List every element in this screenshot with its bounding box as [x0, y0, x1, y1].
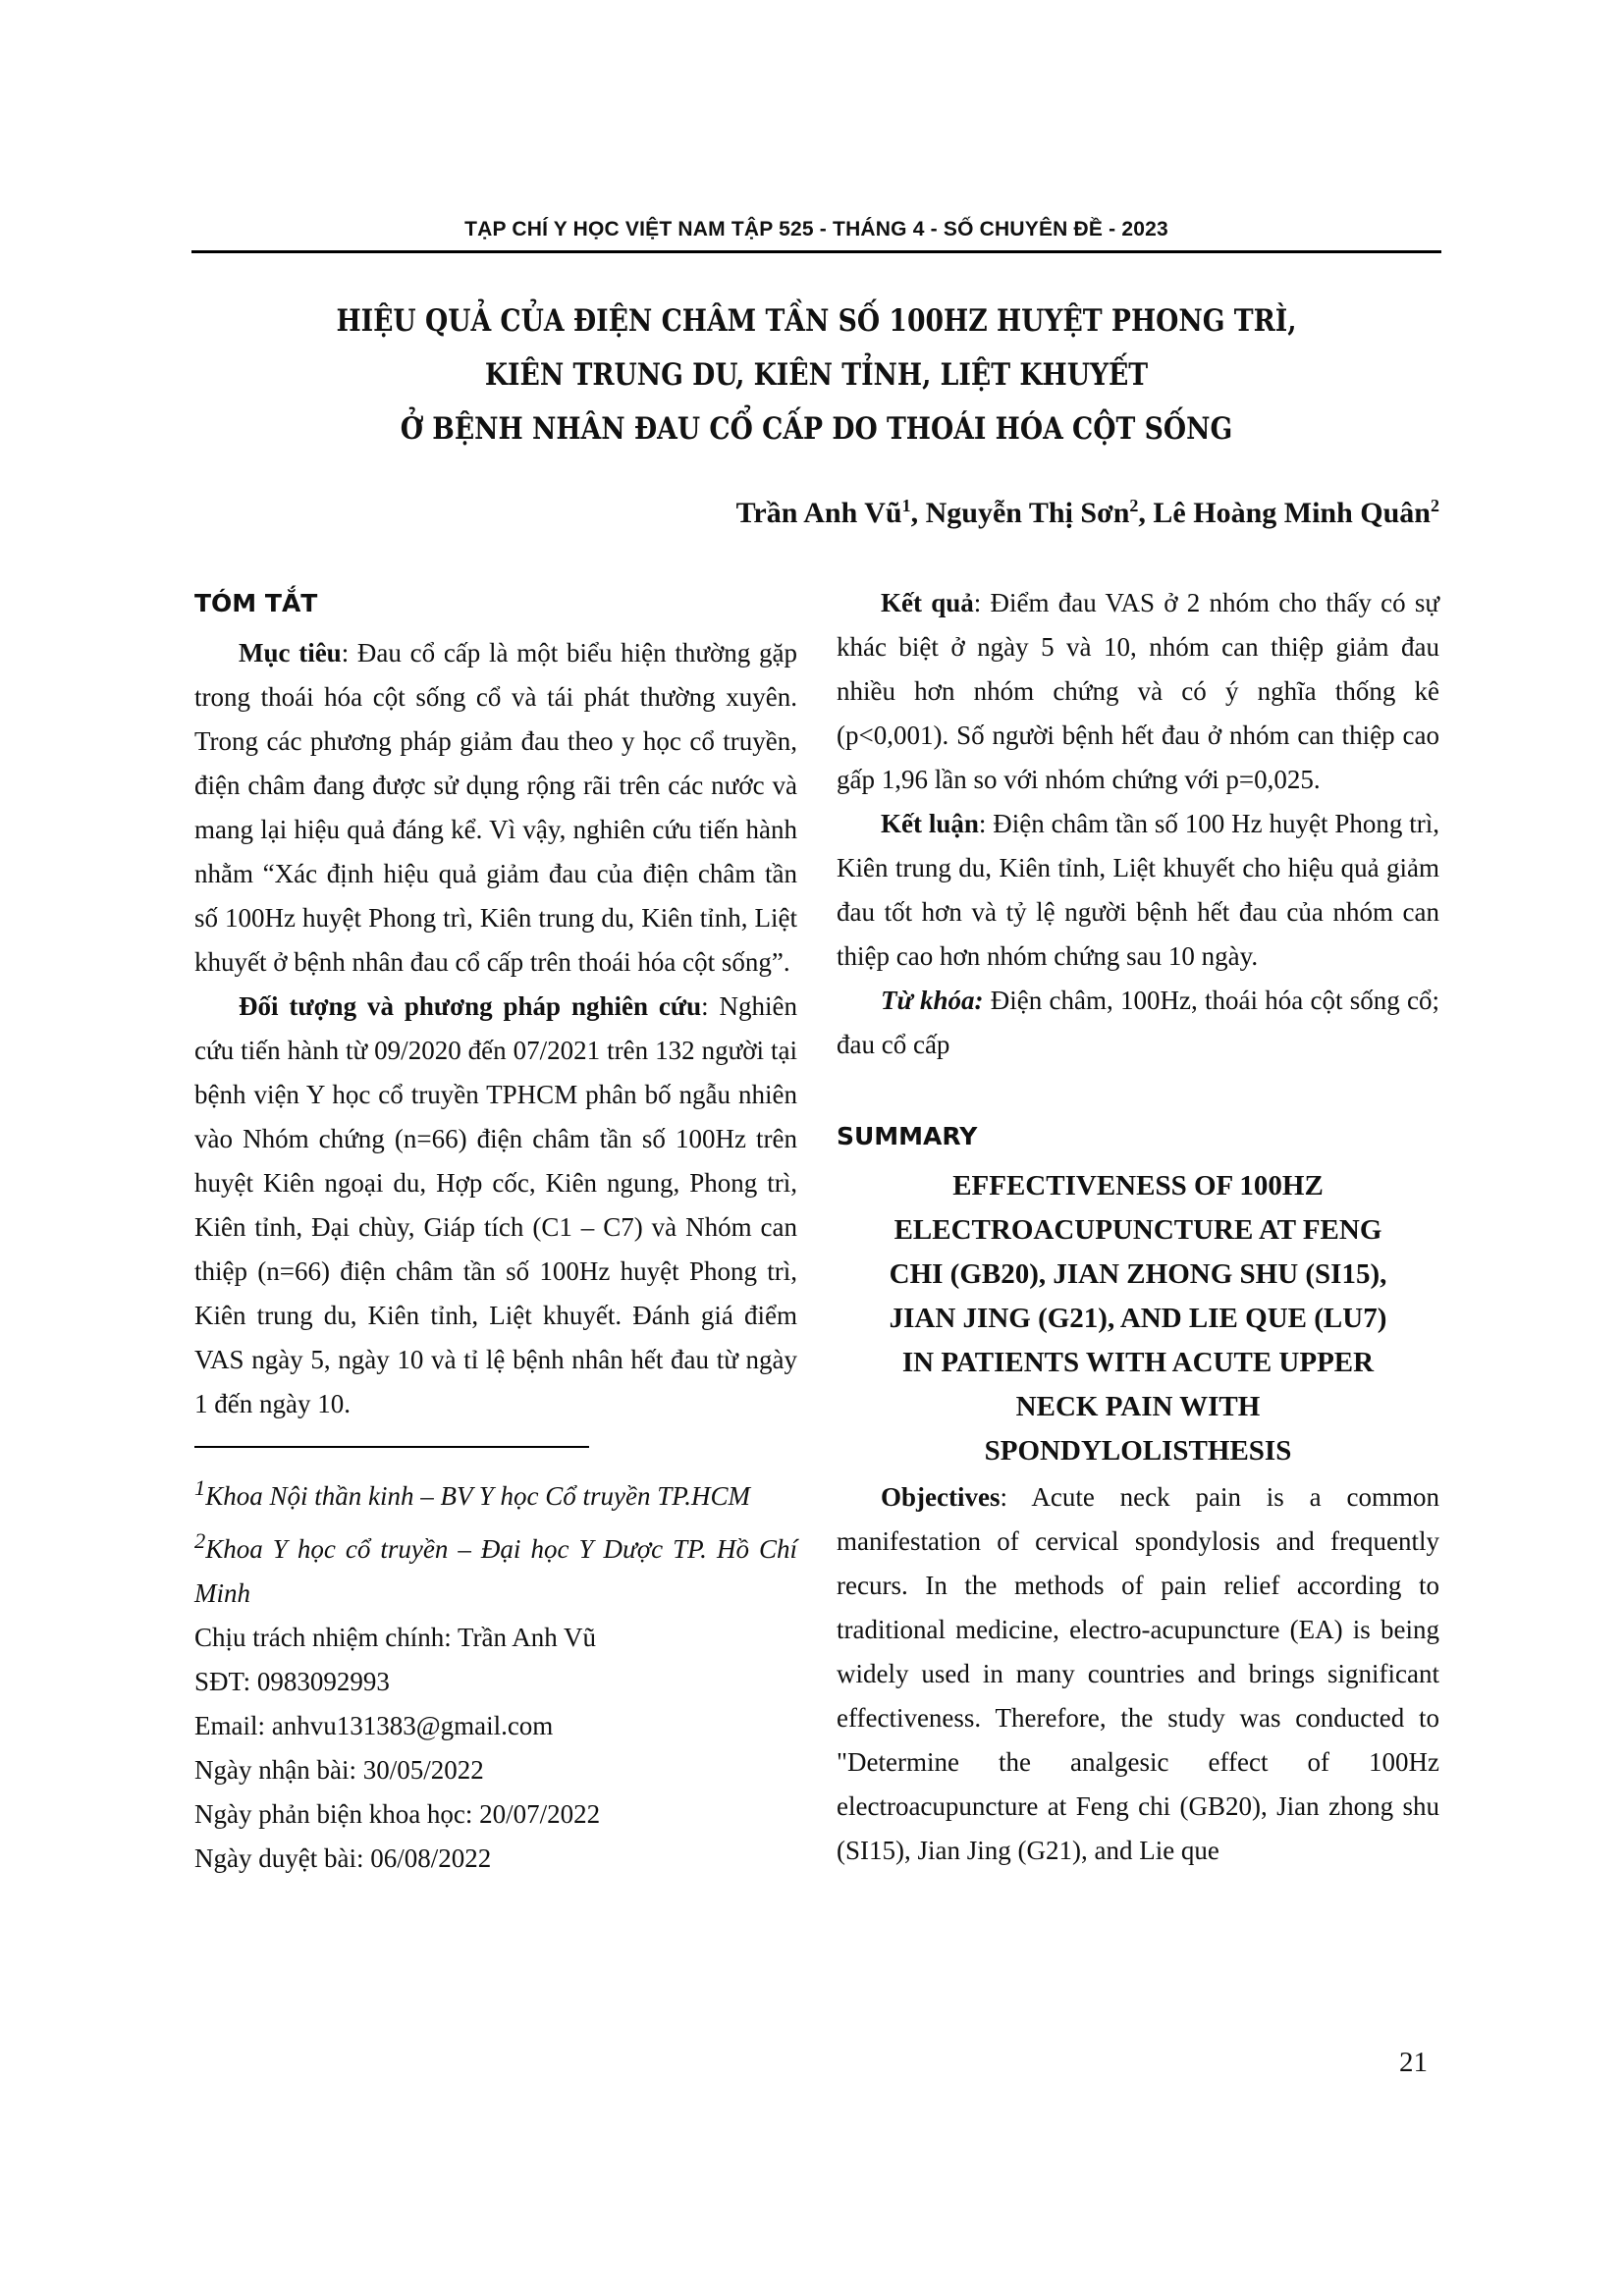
summary-title-line: NECK PAIN WITH [1015, 1391, 1261, 1422]
abstract-objective [194, 631, 797, 985]
left-column [194, 581, 797, 1881]
separator: , [1138, 497, 1154, 529]
objectives-label: Objectives [881, 1482, 1001, 1512]
abstract-conclusion [837, 802, 1439, 979]
page-number: 21 [1399, 2047, 1428, 2078]
objective-label: Mục tiêu [239, 638, 342, 667]
footnote-mark: 2 [194, 1528, 206, 1553]
summary-heading: SUMMARY [837, 1122, 978, 1150]
separator: , [910, 497, 926, 529]
summary-title-line: CHI (GB20), JIAN ZHONG SHU (SI15), [889, 1258, 1387, 1290]
abstract-results [837, 581, 1439, 802]
footnote-affiliation-2 [194, 1519, 797, 1616]
received-date: Ngày nhận bài: 30/05/2022 [194, 1755, 484, 1785]
right-column [837, 581, 1439, 1873]
review-date: Ngày phản biện khoa học: 20/07/2022 [194, 1799, 601, 1829]
affiliation-text: Khoa Y học cổ truyền – Đại học Y Dược TP. Hồ Chí Minh [194, 1534, 797, 1608]
author-name: Lê Hoàng Minh Quân [1153, 497, 1431, 529]
summary-title [837, 1164, 1439, 1473]
abstract-keywords [837, 979, 1439, 1067]
abstract-heading: TÓM TẮT [194, 589, 318, 617]
summary-objectives [837, 1475, 1439, 1873]
summary-title-line: IN PATIENTS WITH ACUTE UPPER [901, 1347, 1375, 1378]
affiliation-mark: 2 [1431, 496, 1439, 515]
footnote-rule [194, 1446, 589, 1448]
results-label: Kết quả [881, 588, 974, 617]
corresponding-author: Chịu trách nhiệm chính: Trần Anh Vũ [194, 1623, 596, 1652]
title-line: HIỆU QUẢ CỦA ĐIỆN CHÂM TẦN SỐ 100HZ HUYỆT PHONG TRÌ, [336, 303, 1297, 339]
keywords-label: Từ khóa: [881, 986, 984, 1015]
results-text: : Điểm đau VAS ở 2 nhóm cho thấy có sự khác biệt ở ngày 5 và 10, nhóm can thiệp giảm đau nhiều hơn nhóm chứng và có ý nghĩa thống kê (p<0,001). Số người bệnh hết đau ở nhóm can thiệp cao gấp 1,96 lần so với nhóm chứng với p=0,025. [837, 588, 1439, 794]
title-line: KIÊN TRUNG DU, KIÊN TỈNH, LIỆT KHUYẾT [484, 357, 1149, 393]
footnote-affiliation-1 [194, 1466, 797, 1519]
author-name: Trần Anh Vũ [735, 497, 902, 529]
objectives-text: : Acute neck pain is a common manifestation of cervical spondylosis and frequently recurs. In the methods of pain relief according to traditional medicine, electro-acupuncture (EA) is being widely used in many countries and brings significant effectiveness. Therefore, the study was conducted to "Determine the analgesic effect of 100Hz electroacupuncture at Feng chi (GB20), Jian zhong shu (SI15), Jian Jing (G21), and Lie que [837, 1482, 1439, 1865]
running-header: TẠP CHÍ Y HỌC VIỆT NAM TẬP 525 - THÁNG 4 - SỐ CHUYÊN ĐỀ - 2023 [464, 218, 1168, 240]
header-rule [191, 250, 1441, 253]
summary-title-line: EFFECTIVENESS OF 100HZ [952, 1170, 1324, 1201]
conclusion-text: : Điện châm tần số 100 Hz huyệt Phong trì, Kiên trung du, Kiên tỉnh, Liệt khuyết cho hiệu quả giảm đau tốt hơn và tỷ lệ người bệnh hết đau của nhóm can thiệp cao hơn nhóm chứng sau 10 ngày. [837, 809, 1439, 971]
methods-label: Đối tượng và phương pháp nghiên cứu [239, 991, 702, 1021]
summary-title-line: ELECTROACUPUNCTURE AT FENG [893, 1214, 1382, 1246]
objective-text: : Đau cổ cấp là một biểu hiện thường gặp trong thoái hóa cột sống cổ và tái phát thường xuyên. Trong các phương pháp giảm đau theo y học cổ truyền, điện châm đang được sử dụng rộng rãi trên các nước và mang lại hiệu quả đáng kể. Vì vậy, nghiên cứu tiến hành nhằm “Xác định hiệu quả giảm đau của điện châm tần số 100Hz huyệt Phong trì, Kiên trung du, Kiên tỉnh, Liệt khuyết ở bệnh nhân đau cổ cấp trên thoái hóa cột sống”. [194, 638, 797, 977]
conclusion-label: Kết luận [881, 809, 979, 838]
affiliation-mark: 2 [1129, 496, 1139, 515]
article-title [279, 294, 1354, 456]
keywords-text: Điện châm, 100Hz, thoái hóa cột sống cổ; đau cổ cấp [837, 986, 1439, 1059]
affiliation-text: Khoa Nội thần kinh – BV Y học Cổ truyền TP.HCM [205, 1481, 751, 1511]
summary-title-line: SPONDYLOLISTHESIS [984, 1435, 1292, 1467]
title-line: Ở BỆNH NHÂN ĐAU CỔ CẤP DO THOÁI HÓA CỘT SỐNG [400, 411, 1233, 447]
author-list [736, 496, 1439, 530]
author-name: Nguyễn Thị Sơn [925, 497, 1130, 529]
summary-title-line: JIAN JING (G21), AND LIE QUE (LU7) [889, 1303, 1387, 1334]
accepted-date: Ngày duyệt bài: 06/08/2022 [194, 1843, 492, 1873]
phone: SĐT: 0983092993 [194, 1667, 390, 1696]
email: Email: anhvu131383@gmail.com [194, 1711, 554, 1740]
affiliation-mark: 1 [901, 496, 911, 515]
methods-text: : Nghiên cứu tiến hành từ 09/2020 đến 07/2021 trên 132 người tại bệnh viện Y học cổ truyền TPHCM phân bố ngẫu nhiên vào Nhóm chứng (n=66) điện châm tần số 100Hz trên huyệt Kiên ngoại du, Hợp cốc, Kiên ngung, Phong trì, Kiên tỉnh, Đại chùy, Giáp tích (C1 – C7) và Nhóm can thiệp (n=66) điện châm tần số 100Hz huyệt Phong trì, Kiên trung du, Kiên tỉnh, Liệt khuyết. Đánh giá điểm VAS ngày 5, ngày 10 và tỉ lệ bệnh nhân hết đau từ ngày 1 đến ngày 10. [194, 991, 797, 1418]
footnote-mark: 1 [194, 1475, 206, 1500]
abstract-methods [194, 985, 797, 1426]
